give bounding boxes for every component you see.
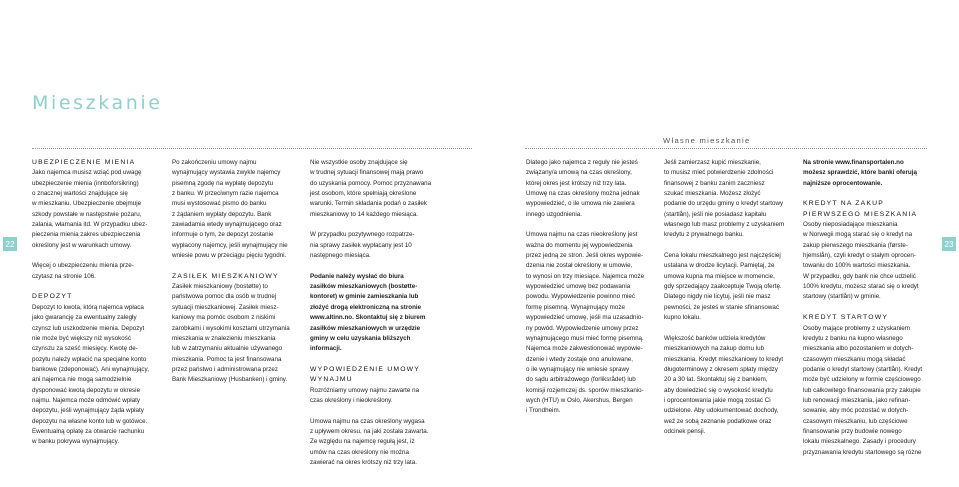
right-divider <box>525 148 927 149</box>
heading-kredyt-startowy: KREDYT STARTOWY <box>803 314 889 322</box>
bold-paragraph: Podanie należy wysłać do biura zasiłków mieszkaniowych (bostøtte- kontoret) w gminie zamieszkania lub złożyć drogą elektroniczną na stronie www.altinn.no. Skontaktuj się z biurem zasiłków mieszkaniowych w urzędzie gminy w celu uzyskania bliższych informacji. <box>310 272 426 353</box>
page-number-left: 22 <box>3 237 17 251</box>
paragraph: Jako najemca musisz wziąć pod uwagę ubezpieczenie mienia (innboforsikring) o znacznej wartości znajdujące się w mieszkaniu. Ubezpieczenie obejmuje szkody powstałe w następstwie pożaru, zalania, włamania itd. W przypadku ubez- pieczenia mienia zakres ubezpieczenia określony jest w warunkach umowy. <box>32 169 148 249</box>
paragraph: Umowa najmu na czas określony wygasa z upływem okresu, na jaki została zawarta. Ze względu na najemcę regułą jest, iż umów na czas określony nie można zawierać na okres krótszy niż trzy lata. <box>310 417 429 466</box>
paragraph: Cena lokalu mieszkalnego jest najczęściej ustalana w drodze licytacji. Pamiętaj, że umowa kupna ma miejsce w momencie, gdy sprzedający zaakceptuje Twoją ofertę. Dlatego nigdy nie licytuj, jeśli nie masz pewności, że jesteś w stanie sfinansować kupno lokalu. <box>664 252 782 322</box>
heading-kredyt-na-zakup: KREDYT NA ZAKUP PIERWSZEGO MIESZKANIA <box>803 200 918 218</box>
paragraph: Nie wszystkie osoby znajdujące się w trudnej sytuacji finansowej mają prawo do uzyskania pomocy. Pomoc przyznawana jest osobom, które spełniają określone warunki. Termin składania podań o zasiłek mieszkaniowy to 14 każdego miesiąca. <box>310 159 432 218</box>
section-label: Własne mieszkanie <box>663 136 751 145</box>
paragraph: Większość banków udziela kredytów mieszkaniowych na zakup domu lub mieszkania. Kredyt mieszkaniowy to kredyt długoterminowy z okresem spłaty między 20 a 30 lat. Skontaktuj się z bankiem, aby dowiedzieć się o wysokość kredytu i oprocentowania jakie mogą zostać Ci udzielone. Aby udokumentować dochody, weź ze sobą zeznanie podatkowe oraz odcinek pensji. <box>664 334 784 435</box>
paragraph: Więcej o ubezpieczeniu mienia prze- czytasz na stronie 106. <box>32 262 134 280</box>
heading-depozyt: DEPOZYT <box>32 293 73 301</box>
paragraph: Osoby nieposiadające mieszkania w Norwegii mogą starać się o kredyt na zakup pierwszego mieszkania (første- hjemslån), czyli kredyt o stałym oprocen- towaniu do 100% wartości mieszkania. W przypadku, gdy bank nie chce udzielić 100% kredytu, możesz starać się o kredyt startowy (startlån) w gminie. <box>803 221 919 301</box>
page-title: Mieszkanie <box>32 92 163 114</box>
paragraph: Osoby mające problemy z uzyskaniem kredytu z banku na kupno własnego mieszkania albo pozostaniem w dotych- czasowym mieszkaniu mogą składać podanie o kredyt startowy (startlån). Kredyt może być udzielony w formie częściowego lub całkowitego finansowania przy zakupie lub renowacji mieszkania, jako refinan- sowanie, aby móc pozostać w dotych- czasowym mieszkaniu, lub częściowe finansowanie przy budowie nowego lokalu mieszkalnego. Zasady i procedury przyznawania kredytu startowego są różne <box>803 324 923 456</box>
column-1 <box>32 158 160 448</box>
heading-zasilek-mieszkaniowy: ZASIŁEK MIESZKANIOWY <box>172 272 279 280</box>
paragraph: Umowa najmu na czas nieokreślony jest ważna do momentu jej wypowiedzenia przez jedną ze stron. Jeśli okres wypowie- dzenia nie został określony w umowie, to wynosi on trzy miesiące. Najemca może wypowiedzieć umowę bez podawania powodu. Wypowiedzenie powinno mieć formę pisemną. Wynajmujący może wypowiedzieć umowę, jeśli ma uzasadnio- ny powód. Wypowiedzenie umowy przez wynajmującego musi mieć formę pisemną. Najemca może zakwestionować wypowie- dzenie i wtedy zostaje ono anulowane, o ile wynajmujący nie wniesie sprawy do sądu arbitrażowego (forliksrådet) lub komisji rozjemczej ds. sporów mieszkanio- wych (HTU) w Oslo, Akershus, Bergen i Trondheim. <box>526 231 645 415</box>
paragraph: Rozróżniamy umowy najmu zawarte na czas określony i nieokreślony. <box>310 386 420 404</box>
paragraph: Dlatego jako najemca z reguły nie jesteś związany/a umową na czas określony, której okres jest krótszy niż trzy lata. Umowę na czas określony można jednak wypowiedzieć, o ile umowa nie zawiera innego uzgodnienia. <box>526 159 640 218</box>
paragraph: Depozyt to kwota, którą najemca wpłaca jako gwarancję za ewentualny zaległy czynsz lub uszkodzenie mienia. Depozyt nie może być większy niż wysokość czynszu za sześć miesięcy. Kwotę de- pozytu należy wpłacić na specjalne konto bankowe (zdeponować). Ani wynajmujący, ani najemca nie mogą samodzielnie dysponować kwotą depozytu w okresie najmu. Najemca może odmówić wpłaty depozytu, jeśli wynajmujący żąda wpłaty depozytu na własne konto lub w gotówce. Ewentualną opłatę za otwarcie rachunku w banku pokrywa wynajmujący. <box>32 303 149 446</box>
column-3 <box>310 158 450 468</box>
column-2 <box>172 158 302 386</box>
paragraph: Jeśli zamierzasz kupić mieszkanie, to musisz mieć potwierdzenie zdolności finansowej z banku zanim zaczniesz szukać mieszkania. Możesz złożyć podanie do urzędu gminy o kredyt startowy (startlån), jeśli nie posiadasz kapitału własnego lub masz problemy z uzyskaniem kredytu z prywatnego banku. <box>664 159 785 239</box>
left-divider <box>32 148 472 149</box>
heading-wypowiedzenie-umowy: WYPOWIEDZENIE UMOWY WYNAJMU <box>310 365 421 384</box>
bold-paragraph: Na stronie www.finansportalen.no możesz sprawdzić, które banki oferują najniższe oprocentowanie. <box>803 159 917 187</box>
column-5 <box>664 158 794 437</box>
paragraph: W przypadku pozytywnego rozpatrze- nia sprawy zasiłek wypłacany jest 10 następnego miesiąca. <box>310 231 415 260</box>
page-number-right: 23 <box>942 237 956 251</box>
column-6 <box>803 158 935 458</box>
heading-ubezpieczenie-mienia: UBEZPIECZENIE MIENIA <box>32 159 136 166</box>
column-4 <box>526 158 656 417</box>
paragraph: Zasiłek mieszkaniowy (bostøtte) to państwowa pomoc dla osób w trudnej sytuacji mieszkaniowej. Zasiłek miesz- kaniowy ma pomóc osobom z niskimi zarobkami i wysokimi kosztami utrzymania mieszkania w znalezieniu mieszkania lub w zatrzymaniu aktualnie używanego mieszkania. Pomoc ta jest finansowana przez państwo i administrowana przez Bank Mieszkaniowy (Husbanken) i gminy. <box>172 283 290 384</box>
paragraph: Po zakończeniu umowy najmu wynajmujący wystawia zwykle najemcy pisemną zgodę na wypłatę depozytu z banku. W przeciwnym razie najemca musi wystosować pismo do banku z żądaniem wypłaty depozytu. Bank zawiadamia wtedy wynajmującego oraz informuje o tym, że depozyt zostanie wypłacony najemcy, jeśli wynajmujący nie wniesie powu w przeciągu pięciu tygodni. <box>172 159 288 260</box>
